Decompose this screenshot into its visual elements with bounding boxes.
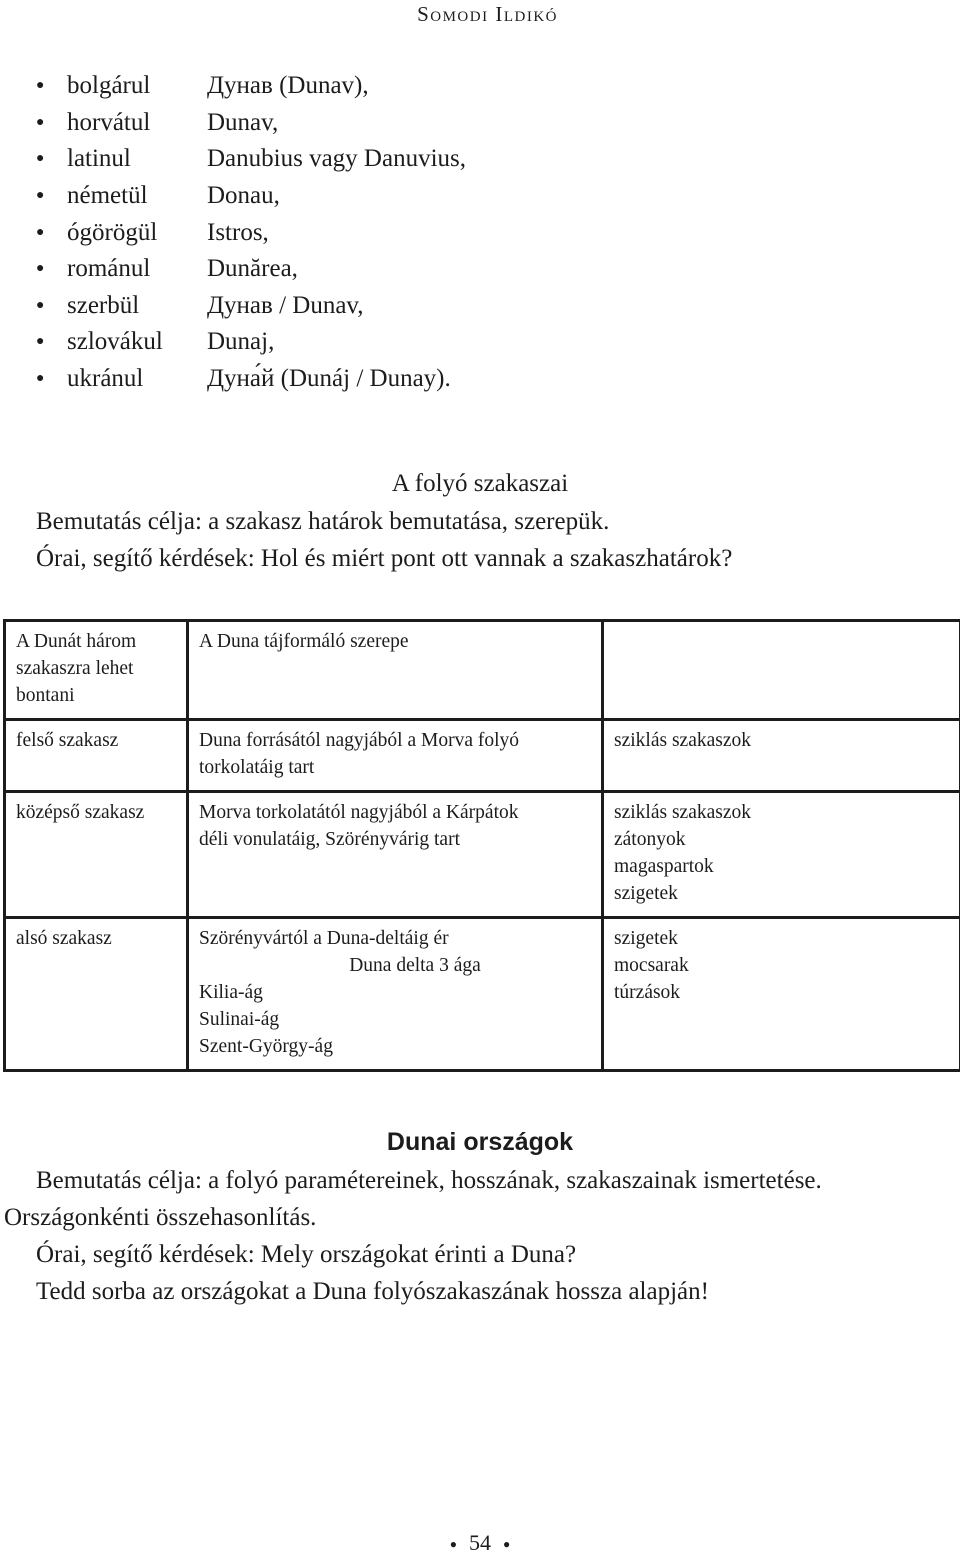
bullet-icon: ● [36,114,45,130]
bullet-icon: ● [36,261,45,277]
cell-text: középső szakasz [16,802,145,823]
cell-text: sziklás szakaszok [614,730,751,751]
river-name: Дуна́й (Dunáj / Dunay). [207,365,451,393]
river-name: Dunărea, [207,255,298,283]
bullet-icon: ● [36,151,45,167]
list-item [36,251,466,288]
language-label: románul [67,255,151,283]
cell-text: sziklás szakaszok [614,802,751,823]
running-header-author: Somodi Ildikó [417,2,558,26]
bullet-icon: ● [503,1537,511,1552]
section-goal: Bemutatás célja: a folyó paramétereinek, hosszának, szakaszainak ismertetése. [36,1167,822,1194]
cell-text: Duna delta 3 ága [349,955,481,976]
river-name: Dunav, [207,108,279,136]
bullet-icon: ● [36,224,45,240]
cell-text: déli vonulatáig, Szörényvárig tart [199,829,461,850]
river-name: Дунав / Dunav, [207,291,364,319]
table-row [5,792,960,918]
river-name: Dunaj, [207,328,275,356]
river-name: Istros, [207,218,269,246]
river-name: Дунав (Dunav), [207,72,369,100]
river-name: Danubius vagy Danuvius, [207,145,466,173]
bullet-icon: ● [36,78,45,94]
table-cell [603,792,960,918]
table-cell [188,621,603,720]
table-cell [5,918,188,1071]
table-cell [5,792,188,918]
bullet-icon: ● [449,1537,457,1552]
cell-text: Duna forrásától nagyjából a Morva folyó [199,730,520,751]
list-item [36,68,466,105]
cell-text: szakaszra lehet [16,658,134,679]
cell-text: bontani [16,685,75,706]
bullet-icon: ● [36,188,45,204]
language-list [36,68,466,397]
table-cell [603,621,960,720]
cell-text: Szörényvártól a Duna-deltáig ér [199,928,449,949]
table-row [5,720,960,792]
cell-text: torkolatáig tart [199,757,315,778]
page-number [0,1530,960,1556]
list-item [36,361,466,398]
cell-text: A Dunát három [16,631,137,652]
section-heading-river-sections: A folyó szakaszai [391,470,569,497]
cell-text: szigetek [614,883,678,904]
table-cell [603,720,960,792]
section-question: Órai, segítő kérdések: Mely országokat érinti a Duna? [36,1241,577,1268]
bullet-icon: ● [36,371,45,387]
river-sections-table [3,619,960,1072]
cell-text: alsó szakasz [16,928,112,949]
list-item [36,105,466,142]
cell-text: Szent-György-ág [199,1036,333,1057]
page-number-text: 54 [469,1530,491,1555]
bullet-icon: ● [36,297,45,313]
language-label: szlovákul [67,328,163,356]
list-item [36,141,466,178]
language-label: horvátul [67,108,151,136]
language-label: ukránul [67,365,144,393]
language-label: németül [67,182,148,210]
table-cell [188,720,603,792]
cell-text: mocsarak [614,955,689,976]
language-label: ógörögül [67,218,158,246]
list-item [36,324,466,361]
cell-text: magaspartok [614,856,714,877]
table-cell [5,720,188,792]
section-goal: Bemutatás célja: a szakasz határok bemutatása, szerepük. [36,508,610,535]
section-goal-continued: Országonkénti összehasonlítás. [4,1204,317,1231]
list-item [36,288,466,325]
river-name: Donau, [207,182,280,210]
table-cell [188,792,603,918]
cell-text: felső szakasz [16,730,119,751]
cell-text: Kilia-ág [199,982,263,1003]
cell-text: A Duna tájformáló szerepe [199,631,409,652]
table-cell [603,918,960,1071]
cell-text: szigetek [614,928,678,949]
section-heading-danube-countries: Dunai országok [386,1128,574,1156]
bullet-icon: ● [36,334,45,350]
language-label: szerbül [67,291,140,319]
section-task: Tedd sorba az országokat a Duna folyószakaszának hossza alapján! [36,1278,709,1305]
section-question: Órai, segítő kérdések: Hol és miért pont ott vannak a szakaszhatárok? [36,545,733,572]
language-label: latinul [67,145,131,173]
cell-text: Sulinai-ág [199,1009,280,1030]
table-cell [188,918,603,1071]
language-label: bolgárul [67,72,151,100]
table-cell [5,621,188,720]
cell-text: zátonyok [614,829,686,850]
cell-text: túrzások [614,982,681,1003]
cell-text: Morva torkolatától nagyjából a Kárpátok [199,802,519,823]
list-item [36,178,466,215]
list-item [36,214,466,251]
table-row [5,918,960,1071]
table-header-row [5,621,960,720]
